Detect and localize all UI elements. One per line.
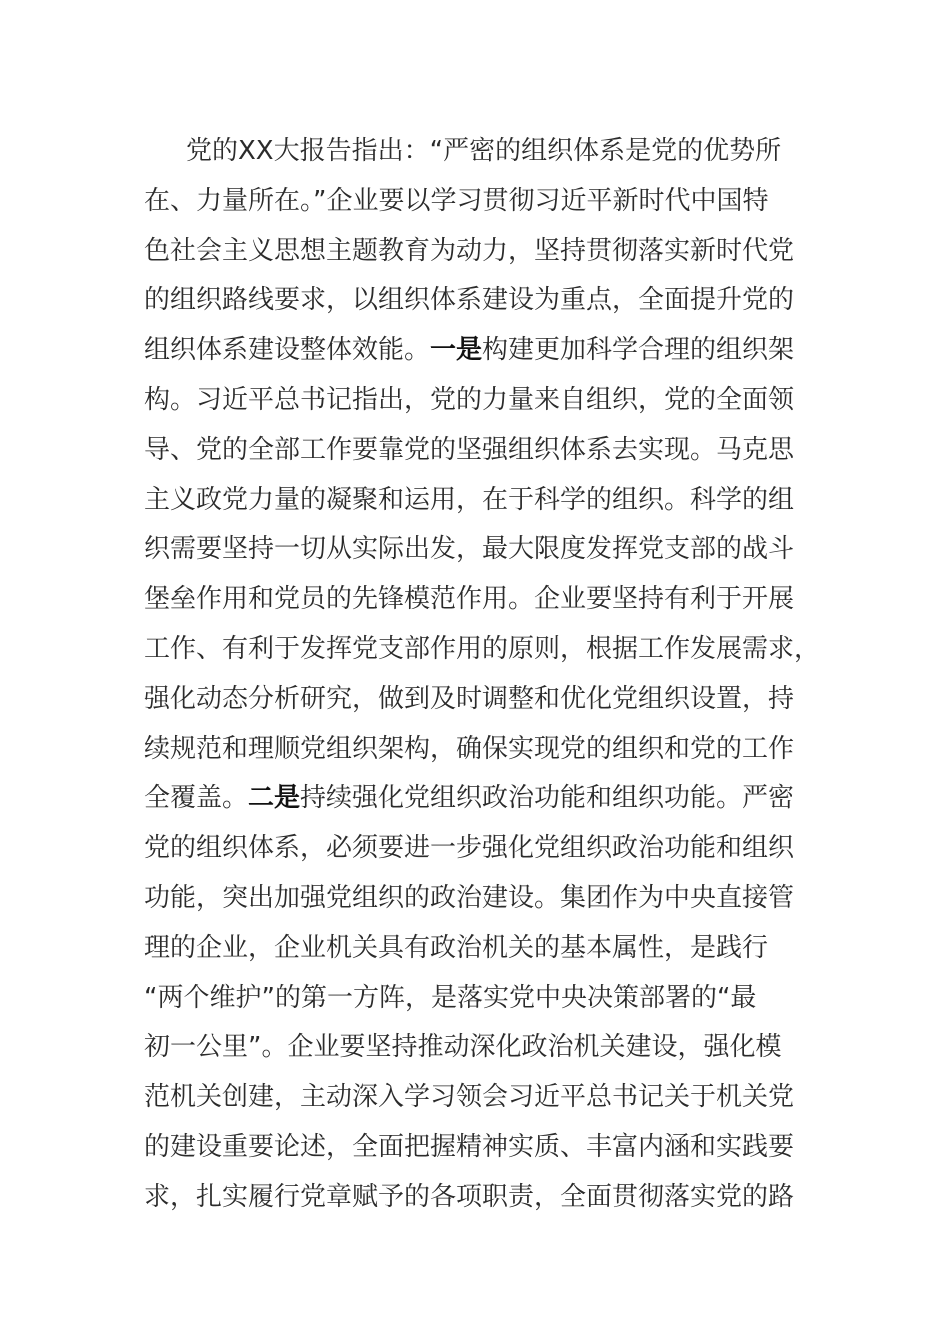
text-run: 全覆盖。 <box>144 783 249 814</box>
text-run: 主义政党力量的凝聚和运用，在于科学的组织。科学的组 <box>144 484 795 515</box>
text-run: 求，扎实履行党章赋予的各项职责，全面贯彻落实党的路 <box>144 1181 795 1212</box>
text-line <box>144 227 812 277</box>
text-line <box>144 376 812 426</box>
text-line <box>144 874 812 924</box>
text-run: 构。习近平总书记指出，党的力量来自组织，党的全面领 <box>144 384 795 415</box>
text-line <box>144 426 812 476</box>
bold-marker: 二是 <box>248 783 301 814</box>
text-line <box>144 774 812 824</box>
text-line <box>144 675 812 725</box>
text-line <box>144 326 812 376</box>
text-run: 范机关创建，主动深入学习领会习近平总书记关于机关党 <box>144 1082 795 1113</box>
text-run: 构建更加科学合理的组织架 <box>482 335 795 366</box>
text-run: 续规范和理顺党组织架构，确保实现党的组织和党的工作 <box>144 733 795 764</box>
text-run: 织需要坚持一切从实际出发，最大限度发挥党支部的战斗 <box>144 534 795 565</box>
text-line <box>144 824 812 874</box>
text-run: “两个维护”的第一方阵，是落实党中央决策部署的“最 <box>144 982 757 1013</box>
text-line <box>144 276 812 326</box>
text-run: 初一公里”。企业要坚持推动深化政治机关建设，强化模 <box>144 1032 782 1063</box>
text-run: 党的组织体系，必须要进一步强化党组织政治功能和组织 <box>144 833 795 864</box>
text-line <box>144 1123 812 1173</box>
text-line <box>144 177 812 227</box>
text-line <box>144 1023 812 1073</box>
text-line <box>144 1173 812 1223</box>
text-run: 在、力量所在。”企业要以学习贯彻习近平新时代中国特 <box>144 185 769 216</box>
text-run: 党的XX大报告指出：“严密的组织体系是党的优势所 <box>186 136 782 166</box>
text-run: 持续强化党组织政治功能和组织功能。严密 <box>300 783 795 814</box>
text-run: 堡垒作用和党员的先锋模范作用。企业要坚持有利于开展 <box>144 584 795 615</box>
text-run: 强化动态分析研究，做到及时调整和优化党组织设置，持 <box>144 683 795 714</box>
text-line <box>144 476 812 526</box>
text-line <box>144 924 812 974</box>
text-run: 功能，突出加强党组织的政治建设。集团作为中央直接管 <box>144 882 795 913</box>
text-line <box>144 1073 812 1123</box>
text-line <box>144 575 812 625</box>
text-line <box>144 625 821 675</box>
text-run: 的建设重要论述，全面把握精神实质、丰富内涵和实践要 <box>144 1131 795 1162</box>
text-run: 色社会主义思想主题教育为动力，坚持贯彻落实新时代党 <box>144 235 795 266</box>
text-line <box>144 127 812 177</box>
text-run: 导、党的全部工作要靠党的坚强组织体系去实现。马克思 <box>144 434 795 465</box>
text-line <box>144 725 812 775</box>
text-run: 的组织路线要求，以组织体系建设为重点，全面提升党的 <box>144 285 795 316</box>
body-paragraph <box>144 127 821 1223</box>
text-line <box>144 974 812 1024</box>
bold-marker: 一是 <box>430 335 483 366</box>
text-line <box>144 525 812 575</box>
text-run: 组织体系建设整体效能。 <box>144 335 431 366</box>
text-run: 工作、有利于发挥党支部作用的原则，根据工作发展需求， <box>144 633 821 664</box>
text-run: 理的企业，企业机关具有政治机关的基本属性，是践行 <box>144 932 769 963</box>
